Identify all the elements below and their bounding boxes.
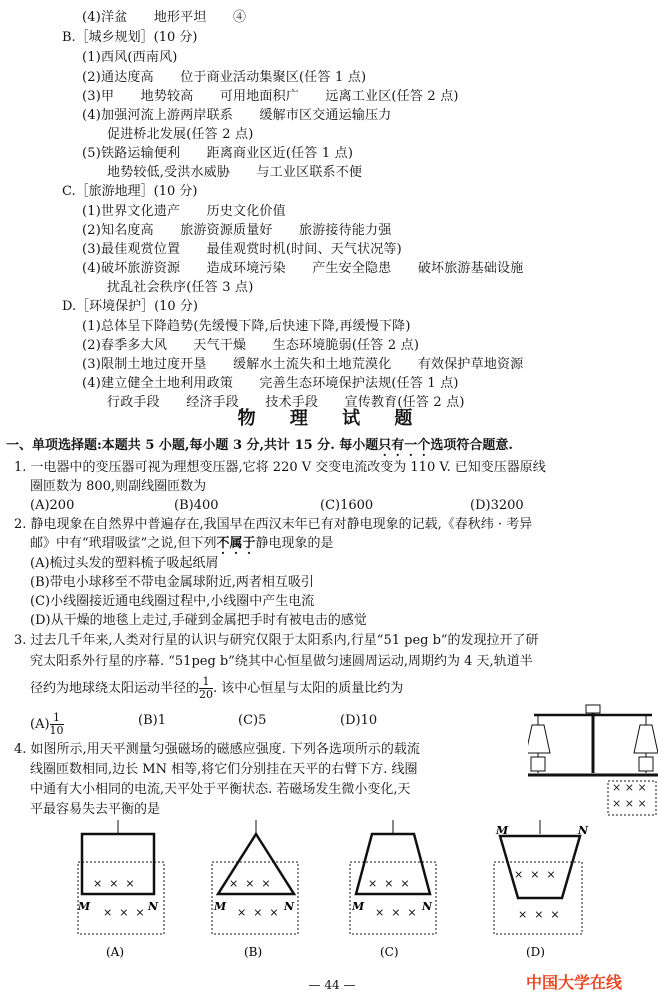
q2-option-d: (D)从干燥的地毯上走过,手碰到金属把手时有被电击的感觉 (30, 613, 367, 628)
q1-line-2: 圈匝数为 800,则副线圈匝数为 (30, 479, 207, 494)
geo-line-d3: (3)限制土地过度开垦 缓解水土流失和土地荒漠化 有效保护草地资源 (82, 357, 524, 372)
figure-d-crosses-2: × × × (518, 908, 560, 921)
geo-line-c1: (1)世界文化遗产 历史文化价值 (82, 204, 286, 219)
left-pan (528, 725, 550, 753)
q3-frac-num: 1 (199, 676, 213, 689)
figure-c-label-m: M (352, 900, 365, 913)
geo-line-c2: (2)知名度高 旅游资源质量好 旅游接待能力强 (82, 223, 392, 238)
figure-d-label-n: N (578, 824, 589, 837)
geo-line-1: (4)洋盆 地形平坦 ④ (82, 10, 247, 25)
field-inset-row-2 (612, 797, 647, 811)
figure-b (212, 820, 298, 934)
left-weight (531, 757, 545, 771)
figure-a (77, 820, 164, 934)
q3-l3-pre: 径约为地球绕太阳运动半径的 (30, 681, 200, 696)
geo-line-d1: (1)总体呈下降趋势(先缓慢下降,后快速下降,再缓慢下降) (82, 319, 411, 334)
figure-a-label-m: M (78, 900, 91, 913)
section-heading-post: 选项符合题意. (430, 438, 513, 453)
q2-line-2 (30, 535, 334, 553)
figure-d (494, 820, 589, 934)
figure-c-crosses-2: × × × (375, 906, 417, 919)
q4-option-figures (0, 820, 664, 970)
geo-heading-b: B.［城乡规划］(10 分) (62, 30, 198, 45)
q1-option-d: (D)3200 (470, 498, 524, 513)
q2-l2-post: 静电现象的是 (255, 536, 334, 551)
figure-d-crosses-1: × × × (514, 868, 556, 881)
q2-option-b: (B)带电小球移至不带电金属球附近,两者相互吸引 (30, 575, 314, 590)
figure-a-field (78, 862, 164, 934)
q2-l2-mid: ”之说,但下列 (140, 536, 217, 551)
geo-line-b4: (4)加强河流上游两岸联系 缓解市区交通运输压力 (82, 108, 392, 123)
geo-line-b5-cont: 地势较低,受洪水威胁 与工业区联系不便 (107, 165, 363, 180)
q3-option-d: (D)10 (340, 713, 378, 728)
q3-opt-a-den: 10 (49, 724, 64, 737)
q2-l2-char: 𧋊 (127, 536, 141, 551)
q1-option-c: (C)1600 (320, 498, 374, 513)
geo-heading-c: C.［旅游地理］(10 分) (62, 184, 198, 199)
q3-option-b: (B)1 (138, 713, 166, 728)
q4-line-3: 中通有大小相同的电流,天平处于平衡状态. 若磁场发生微小变化,天 (30, 782, 411, 797)
q3-option-a (30, 712, 64, 737)
q3-option-c: (C)5 (238, 713, 267, 728)
inset-cross: × (637, 797, 647, 810)
figure-b-crosses-2: × × × (237, 906, 279, 919)
geo-line-b4-cont: 促进桥北发展(任答 2 点) (107, 127, 254, 142)
page-number: — 44 — (308, 978, 356, 992)
q2-l2-pre: 邮》中有“玳瑁吸 (30, 536, 128, 551)
q4-line-4: 平最容易失去平衡的是 (30, 802, 161, 817)
figure-d-label-m: M (496, 824, 509, 837)
inset-cross: × (624, 781, 634, 794)
figure-b-field (212, 862, 298, 934)
q3-line-2: 究太阳系外行星的序幕. “51peg b”绕其中心恒星做匀速圆周运动,周期约为 4 天,轨道半 (30, 654, 533, 669)
balance-pivot (586, 705, 600, 713)
field-inset-row-1 (612, 781, 647, 795)
q3-line-1: 3. 过去几千年来,人类对行星的认识与研究仅限于太阳系内,行星“51 peg b”的发现拉开了研 (14, 633, 539, 648)
q2-line-1: 2. 静电现象在自然界中普遍存在,我国早在西汉末年已有对静电现象的记载,《春秋纬 · 考异 (14, 517, 533, 532)
geo-heading-d: D.［环境保护］(10 分) (62, 299, 198, 314)
figure-d-coil (500, 836, 580, 898)
q3-fraction (199, 676, 213, 701)
q3-opt-a-num: 1 (50, 712, 64, 725)
section-heading-pre: 一、单项选择题:本题共 5 小题,每小题 3 分,共计 15 分. 每小题 (6, 438, 379, 453)
q1-option-b: (B)400 (174, 498, 219, 513)
figure-c-label-n: N (422, 900, 433, 913)
geo-line-b1: (1)西风(西南风) (82, 50, 178, 65)
figure-b-caption: (B) (244, 945, 263, 959)
q2-option-a: (A)梳过头发的塑料梳子吸起纸屑 (30, 556, 219, 571)
q3-line-3 (30, 676, 403, 701)
figure-d-caption: (D) (526, 945, 545, 959)
figure-c-crosses-1: × × × (368, 877, 410, 890)
q4-line-1: 4. 如图所示,用天平测量匀强磁场的磁感应强度. 下列各选项所示的载流 (14, 742, 420, 757)
physics-title: 物 理 试 题 (237, 408, 427, 429)
figure-c-caption: (C) (380, 945, 399, 959)
q3-frac-den: 20 (199, 688, 214, 701)
section-heading (6, 437, 513, 455)
figure-b-label-m: M (214, 900, 227, 913)
geo-line-c4: (4)破坏旅游资源 造成环境污染 产生安全隐患 破坏旅游基础设施 (82, 261, 524, 276)
watermark-text: 中国大学在线 (526, 973, 623, 992)
figure-a-label-n: N (148, 900, 159, 913)
right-coil (639, 757, 653, 771)
inset-cross: × (612, 797, 622, 810)
q2-l2-emph: 不属于 (216, 536, 256, 551)
inset-cross: × (637, 781, 647, 794)
q3-opt-a-label: (A) (30, 717, 50, 732)
geo-line-c3: (3)最佳观赏位置 最佳观赏时机(时间、天气状况等) (82, 242, 402, 257)
geo-line-b2: (2)通达度高 位于商业活动集聚区(任答 1 点) (82, 70, 367, 85)
geo-line-d4-cont: 行政手段 经济手段 技术手段 宣传教育(任答 2 点) (107, 395, 465, 410)
section-heading-emph: 只有一个 (378, 438, 431, 453)
q3-opt-a-fraction (50, 712, 64, 737)
right-pan (634, 725, 658, 753)
geo-line-d4: (4)建立健全土地利用政策 完善生态环境保护法规(任答 1 点) (82, 376, 459, 391)
figure-b-label-n: N (284, 900, 295, 913)
geo-line-c4-cont: 扰乱社会秩序(任答 3 点) (107, 280, 254, 295)
q2-option-c: (C)小线圈接近通电线圈过程中,小线圈中产生电流 (30, 594, 315, 609)
inset-cross: × (624, 797, 634, 810)
figure-a-crosses-2: × × × (103, 906, 145, 919)
geo-line-b5: (5)铁路运输便利 距离商业区近(任答 1 点) (82, 146, 354, 161)
figure-b-crosses-1: × × × (229, 877, 271, 890)
figure-a-caption: (A) (106, 945, 125, 959)
q1-option-a: (A)200 (30, 498, 75, 513)
geo-line-b3: (3)甲 地势较高 可用地面积广 远离工业区(任答 2 点) (82, 89, 459, 104)
q4-line-2: 线圈匝数相同,边长 MN 相等,将它们分别挂在天平的右臂下方. 线圈 (30, 762, 418, 777)
geo-line-d2: (2)春季多大风 天气干燥 生态环境脆弱(任答 2 点) (82, 338, 420, 353)
q1-line-1: 1. 一电器中的变压器可视为理想变压器,它将 220 V 交变电流改变为 110 V. 已知变压器原线 (14, 460, 546, 475)
inset-cross: × (612, 781, 622, 794)
q3-l3-post: . 该中心恒星与太阳的质量比约为 (213, 681, 404, 696)
figure-a-crosses-1: × × × (93, 877, 135, 890)
figure-c (350, 820, 436, 934)
